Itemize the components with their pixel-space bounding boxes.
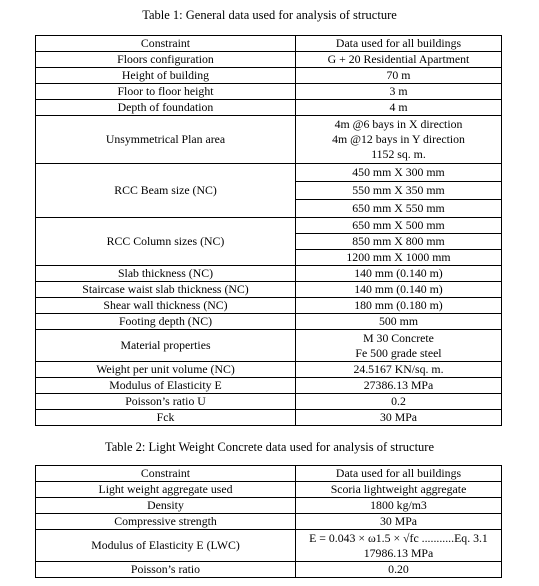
table-row xyxy=(36,164,502,182)
row-value: 850 mm X 800 mm xyxy=(296,234,502,250)
table-row xyxy=(36,68,502,84)
row-value: 0.20 xyxy=(296,562,502,578)
table1-caption: Table 1: General data used for analysis of structure xyxy=(142,8,397,22)
row-label: Compressive strength xyxy=(36,514,296,530)
table-row xyxy=(36,530,502,562)
row-label: Weight per unit volume (NC) xyxy=(36,362,296,378)
row-value: 3 m xyxy=(296,84,502,100)
table-row xyxy=(36,394,502,410)
value-line: M 30 Concrete xyxy=(363,330,434,345)
table-row xyxy=(36,116,502,164)
row-label: Height of building xyxy=(36,68,296,84)
row-value: 550 mm X 350 mm xyxy=(296,182,502,200)
row-label: Poisson’s ratio xyxy=(36,562,296,578)
row-value: 24.5167 KN/sq. m. xyxy=(296,362,502,378)
row-label: Slab thickness (NC) xyxy=(36,266,296,282)
table-row xyxy=(36,266,502,282)
table-row xyxy=(36,330,502,362)
row-value: 180 mm (0.180 m) xyxy=(296,298,502,314)
header-constraint: Constraint xyxy=(36,466,296,482)
table-row xyxy=(36,218,502,234)
formula-line: E = 0.043 × ω1.5 × √fc ...........Eq. 3.1 xyxy=(309,530,488,545)
table-header-row xyxy=(36,36,502,52)
table-row xyxy=(36,314,502,330)
row-label: Footing depth (NC) xyxy=(36,314,296,330)
value-line: 17986.13 MPa xyxy=(363,545,434,560)
row-label: Staircase waist slab thickness (NC) xyxy=(36,282,296,298)
row-value: 650 mm X 550 mm xyxy=(296,200,502,218)
row-value: 70 m xyxy=(296,68,502,84)
row-value: 650 mm X 500 mm xyxy=(296,218,502,234)
row-value: Scoria lightweight aggregate xyxy=(296,482,502,498)
row-value: 1800 kg/m3 xyxy=(296,498,502,514)
table-row xyxy=(36,562,502,578)
row-value: 140 mm (0.140 m) xyxy=(296,266,502,282)
row-value: 4 m xyxy=(296,100,502,116)
row-value: 27386.13 MPa xyxy=(296,378,502,394)
row-value-multi xyxy=(296,530,502,562)
row-label: RCC Beam size (NC) xyxy=(36,164,296,218)
table-row xyxy=(36,298,502,314)
row-value: 140 mm (0.140 m) xyxy=(296,282,502,298)
table-row xyxy=(36,482,502,498)
lwc-data-table xyxy=(35,465,502,578)
row-label: Floors configuration xyxy=(36,52,296,68)
row-label: Shear wall thickness (NC) xyxy=(36,298,296,314)
header-data: Data used for all buildings xyxy=(296,36,502,52)
table-row xyxy=(36,100,502,116)
header-data: Data used for all buildings xyxy=(296,466,502,482)
row-value-multi xyxy=(296,330,502,362)
row-value: 450 mm X 300 mm xyxy=(296,164,502,182)
row-label: Depth of foundation xyxy=(36,100,296,116)
table-row xyxy=(36,378,502,394)
table-row xyxy=(36,282,502,298)
header-constraint: Constraint xyxy=(36,36,296,52)
table2-caption: Table 2: Light Weight Concrete data used for analysis of structure xyxy=(104,440,435,454)
table-row xyxy=(36,52,502,68)
row-value: G + 20 Residential Apartment xyxy=(296,52,502,68)
value-line: 4m @6 bays in X direction xyxy=(334,117,463,131)
general-data-table xyxy=(35,35,502,426)
row-value-multi xyxy=(296,116,502,164)
row-value: 30 MPa xyxy=(296,410,502,426)
row-value: 30 MPa xyxy=(296,514,502,530)
table-row xyxy=(36,362,502,378)
row-label: RCC Column sizes (NC) xyxy=(36,218,296,266)
row-label: Density xyxy=(36,498,296,514)
value-line: 4m @12 bays in Y direction xyxy=(332,132,465,146)
row-label: Modulus of Elasticity E xyxy=(36,378,296,394)
table-row xyxy=(36,84,502,100)
row-value: 500 mm xyxy=(296,314,502,330)
row-value: 0.2 xyxy=(296,394,502,410)
value-line: Fe 500 grade steel xyxy=(355,345,442,360)
table-row xyxy=(36,514,502,530)
row-label: Modulus of Elasticity E (LWC) xyxy=(36,530,296,562)
row-value: 1200 mm X 1000 mm xyxy=(296,250,502,266)
row-label: Unsymmetrical Plan area xyxy=(36,116,296,164)
row-label: Material properties xyxy=(36,330,296,362)
row-label: Poisson’s ratio U xyxy=(36,394,296,410)
value-line: 1152 sq. m. xyxy=(371,147,426,161)
table-header-row xyxy=(36,466,502,482)
table-row xyxy=(36,498,502,514)
row-label: Floor to floor height xyxy=(36,84,296,100)
row-label: Light weight aggregate used xyxy=(36,482,296,498)
table-row xyxy=(36,410,502,426)
row-label: Fck xyxy=(36,410,296,426)
